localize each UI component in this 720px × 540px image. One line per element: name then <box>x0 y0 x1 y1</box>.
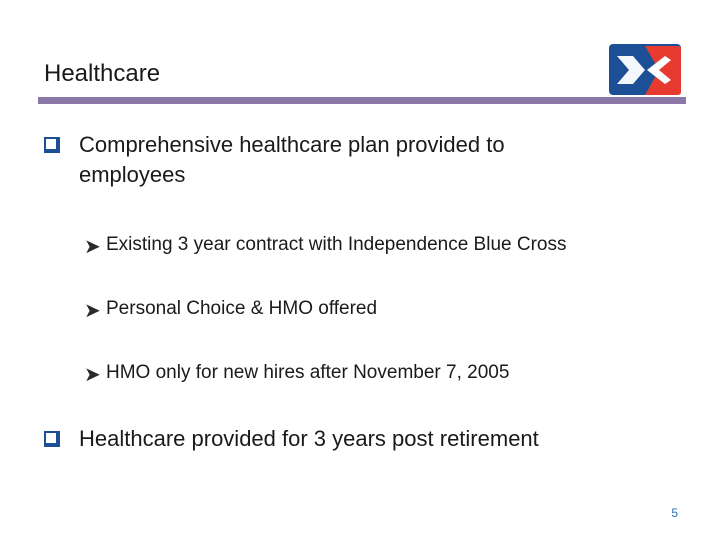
sub-bullet-text: HMO only for new hires after November 7, 2005 <box>106 362 510 383</box>
main-bullet-text: Healthcare provided for 3 years post retirement <box>79 426 539 451</box>
arrow-bullet-icon: ➤ <box>84 364 101 386</box>
slide-title: Healthcare <box>44 60 161 87</box>
title-divider <box>38 97 686 104</box>
arrow-bullet-icon: ➤ <box>84 300 101 322</box>
sub-bullet-text: Existing 3 year contract with Independence Blue Cross <box>106 234 567 255</box>
septa-logo-icon <box>607 42 683 97</box>
main-bullet-text: Comprehensive healthcare plan provided to employees <box>79 132 505 187</box>
square-bullet-icon <box>44 137 60 153</box>
square-bullet-icon <box>44 431 60 447</box>
page-number: 5 <box>671 506 678 520</box>
arrow-bullet-icon: ➤ <box>84 236 101 258</box>
sub-bullet-text: Personal Choice & HMO offered <box>106 298 378 319</box>
